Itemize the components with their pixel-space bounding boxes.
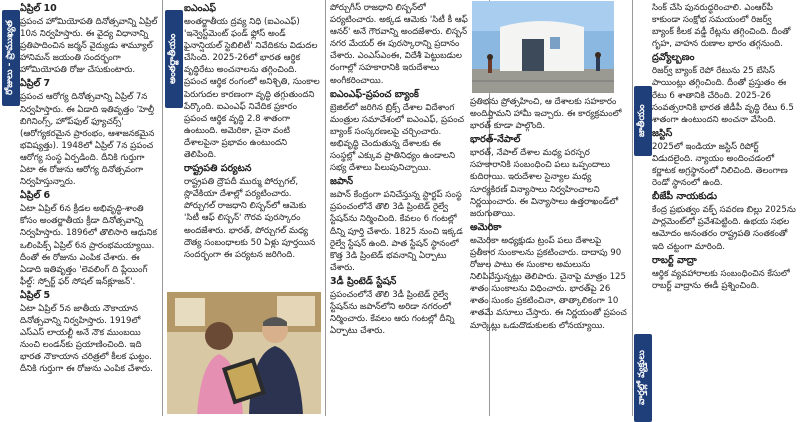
column-5	[652, 2, 796, 414]
section-tag-label: రోజులు - ప్రాముఖ్యత	[5, 20, 15, 96]
column-divider	[325, 0, 326, 416]
article-heading: ఏప్రిల్ 5	[20, 289, 51, 301]
article-text: రాష్ట్రపతి ద్రౌపదీ ముర్ము పోర్చుగల్, స్లొవేకియా దేశాల్లో పర్యటించారు. పోర్చుగల్ రాజధాని లిస్బన్‌లో ఆమెకు 'సిటీ ఆఫ్ లిస్బన్' గౌరవ పురస్కారం అందజేశారు. భారత్, పోర్చుగల్ మధ్య దౌత్య సంబంధాలకు 50 ఏళ్లు పూర్తయిన సందర్భంగా ఈ పర్యటన జరిగింది.	[184, 177, 316, 260]
article-heading: ఏప్రిల్ 10	[20, 3, 57, 14]
article-text: సింక్ చేసి పునరుద్ధరించాలి. ఎంఆర్‌పీ కాకుండా సంక్షోభ సమయంలో రిజర్వ్ బ్యాంక్ కీలక వడ్డీ రేట్లను తగ్గించింది. దీంతో గృహ, వాహన రుణాల భారం తగ్గనుంది.	[652, 3, 791, 50]
article-text: అమెరికా అధ్యక్షుడు ట్రంప్ పలు దేశాలపై ప్రతీకార సుంకాలను ప్రకటించారు. దాదాపు 90 రోజుల పాటు ఈ సుంకాల అమలును నిలిపివేస్తున్నట్లు తెలిపారు. చైనాపై మాత్రం 125 శాతం సుంకాలను విధించారు. భారత్‌పై 26 శాతం సుంకం ప్రకటించినా, తాత్కాలికంగా 10 శాతమే వసూలు చేస్తారు. ఈ నిర్ణయంతో ప్రపంచ మార్కెట్లు ఒడుదొడుకులకు లోనయ్యాయి.	[470, 235, 627, 331]
section-tag-international	[165, 10, 183, 108]
article-heading: అమెరికా	[470, 221, 502, 233]
article-heading: ఏప్రిల్ 6	[20, 190, 51, 202]
president-photo	[167, 292, 321, 414]
article-heading: ఐఎంఎఫ్-ప్రపంచ బ్యాంక్	[330, 88, 419, 100]
article-text: ప్రపంచ ఆరోగ్య దినోత్సవాన్ని ఏప్రిల్ 7న నిర్వహిస్తారు. ఈ ఏడాది ఇతివృత్తం 'హెల్తీ బిగినింగ్స్, హోప్‌ఫుల్ ఫ్యూచర్స్' (ఆరోగ్యకరమైన ప్రారంభం, ఆశాజనకమైన భవిష్యత్తు). 1948లో ఏప్రిల్ 7న ప్రపంచ ఆరోగ్య సంస్థ ఏర్పడింది. దీనికి గుర్తుగా ఏటా ఈ రోజును ఆరోగ్య దినోత్సవంగా నిర్వహిస్తున్నారు.	[20, 92, 155, 188]
column-divider	[632, 0, 633, 416]
article-text: అంతర్జాతీయ ద్రవ్య నిధి (ఐఎంఎఫ్) 'ఇన్వెస్ట్‌మెంట్ ఫండ్ ఫ్లోస్ అండ్ ఫైనాన్షియల్ స్టెబిలిటీ' నివేదికను విడుదల చేసింది. 2025-26లో భారత ఆర్థిక వృద్ధిరేటు అంచనాలను తగ్గించింది. ప్రపంచ ఆర్థిక రంగంలో అనిశ్చితి, సుంకాల పెరుగుదల కారణంగా వృద్ధి తగ్గుతుందని పేర్కొంది. ఐఎంఎఫ్ నివేదిక ప్రకారం ప్రపంచ ఆర్థిక వృద్ధి 2.8 శాతంగా ఉంటుంది. అమెరికా, చైనా వంటి దేశాలపైనా ప్రభావం ఉంటుందని తెలిపింది.	[184, 17, 320, 161]
column-3	[330, 2, 468, 414]
article-heading: 3డీ ప్రింటెడ్ స్టేషన్	[330, 275, 397, 287]
column-4	[470, 96, 628, 412]
president-illustration	[167, 292, 321, 414]
article-text: బ్రెజిల్‌లో జరిగిన బ్రిక్స్ దేశాల విదేశాంగ మంత్రుల సమావేశంలో ఐఎంఎఫ్, ప్రపంచ బ్యాంక్ సంస్కరణలపై చర్చించారు. అభివృద్ధి చెందుతున్న దేశాలకు ఈ సంస్థల్లో ఎక్కువ ప్రాతినిధ్యం ఉండాలని సభ్య దేశాలు పిలుపునిచ్చాయి.	[330, 102, 465, 174]
article-text: ప్రపంచంలోనే తొలి 3డీ ప్రింటెడ్ రైల్వే స్టేషన్‌ను జపాన్‌లోని అరిడా నగరంలో నిర్మించారు. కేవలం ఆరు గంటల్లో దీన్ని ఏర్పాటు చేశారు.	[330, 289, 455, 337]
section-tag-days	[2, 10, 20, 106]
column-divider	[162, 0, 163, 416]
article-heading: భారత్-నేపాల్	[470, 134, 521, 146]
article-text: ప్రపంచ హోమియోపతి దినోత్సవాన్ని ఏప్రిల్ 10న నిర్వహిస్తారు. ఈ వైద్య విధానాన్ని ప్రతిపాదించిన జర్మన్ వైద్యుడు శామ్యూల్ హానిమన్ జయంతి సందర్భంగా హోమియోపతి రోజు చేసుకుంటారు.	[20, 17, 158, 76]
column-2	[184, 2, 321, 282]
article-text: ఆర్థిక వ్యవహారాలకు సంబంధించిన కేసులో రాబర్ట్ వాద్రాను ఈడీ ప్రశ్నించింది.	[652, 268, 790, 291]
article-heading: ద్రవ్యోల్బణం	[652, 52, 695, 64]
section-tag-persons	[634, 334, 652, 422]
article-text: ప్రతిభను ప్రోత్సహించి, ఆ దేశాలకు సహకారం అందిస్తామని హామీ ఇచ్చారు. ఈ కార్యక్రమంలో భారత్ కూడా పాల్గొంది.	[470, 97, 622, 132]
article-text: భారత్, నేపాల్ దేశాల మధ్య పరస్పర సహకారానికి సంబంధించి పలు ఒప్పందాలు కుదిరాయి. ఇరుదేశాల సైన్యాల మధ్య సూర్యకిరణ్ విన్యాసాలు నిర్వహించాలని నిర్ణయించారు. ఈ విన్యాసాలు ఉత్తరాఖండ్‌లో జరుగుతాయి.	[470, 148, 619, 219]
station-photo	[472, 1, 614, 93]
article-text: రిజర్వ్ బ్యాంక్ రెపో రేటును 25 బేసిస్ పాయింట్లు తగ్గించింది. దీంతో ప్రస్తుతం ఈ రేటు 6 శాతానికి చేరింది. 2025-26 సంవత్సరానికి భారత జీడీపీ వృద్ధి రేటు 6.5 శాతంగా ఉంటుందని అంచనా వేసింది.	[652, 66, 794, 125]
article-heading: రాష్ట్రపతి పర్యటన	[184, 163, 252, 175]
section-tag-label: వార్తల్లో వ్యక్తులు	[637, 350, 647, 406]
section-tag-label: జాతీయం	[637, 104, 647, 138]
column-1	[20, 2, 158, 414]
section-tag-label: అంతర్జాతీయం	[168, 33, 178, 85]
article-text: పోర్చుగీస్ రాజధాని లిస్బన్‌లో పర్యటించారు. అక్కడ ఆమెకు 'సిటీ కీ ఆఫ్ ఆనర్' అనే గౌరవాన్ని అందజేశారు. లిస్బన్ నగర మేయర్ ఈ పురస్కారాన్ని ప్రదానం చేశారు. ఎంఎస్ఎంఈ, విదేశీ పెట్టుబడుల రంగాల్లో సహకారానికి ఇరుదేశాలు అంగీకరించాయి.	[330, 3, 468, 86]
article-heading: ఏప్రిల్ 7	[20, 78, 51, 90]
article-text: కేంద్ర ప్రభుత్వం వక్ఫ్ సవరణ బిల్లు 2025ను పార్లమెంట్‌లో ప్రవేశపెట్టింది. ఉభయ సభల ఆమోదం అనంతరం రాష్ట్రపతి సంతకంతో ఇది చట్టంగా మారింది.	[652, 205, 796, 252]
article-text: ఏటా ఏప్రిల్ 6న క్రీడల అభివృద్ధి-శాంతి కోసం అంతర్జాతీయ క్రీడా దినోత్సవాన్ని నిర్వహిస్తారు. 1896లో తొలిసారి ఆధునిక ఒలింపిక్స్ ఏప్రిల్ 6న ప్రారంభమయ్యాయి. దీంతో ఈ రోజును ఎంపిక చేశారు. ఈ ఏడాది ఇతివృత్తం 'లెవలింగ్ ది ప్లేయింగ్ ఫీల్డ్: స్పోర్ట్ ఫర్ సోషల్ ఇన్‌క్లూజన్'.	[20, 204, 158, 287]
article-text: ఏటా ఏప్రిల్ 5న జాతీయ నౌకాయాన దినోత్సవాన్ని నిర్వహిస్తారు. 1919లో ఎస్ఎస్ లాయల్టీ అనే నౌక ముంబయి నుంచి లండన్‌కు ప్రయాణించింది. ఇది భారత నౌకాయాన చరిత్రలో కీలక ఘట్టం. దీనికి గుర్తుగా ఈ రోజును ఎంపిక చేశారు.	[20, 303, 153, 375]
article-text: జపాన్ కేంద్రంగా పనిచేస్తున్న స్టార్టప్ సంస్థ ప్రపంచంలోనే తొలి 3డి ప్రింటెడ్ రైల్వే స్టేషన్‌ను నిర్మించింది. కేవలం 6 గంటల్లో దీన్ని పూర్తి చేశారు. 1825 నుంచి ఇక్కడ రైల్వే స్టేషన్ ఉంది. పాత స్టేషన్ స్థానంలో కొత్త 3డి ప్రింటెడ్ భవనాన్ని ఏర్పాటు చేశారు.	[330, 190, 463, 273]
section-tag-national	[634, 86, 652, 156]
article-heading: జపాన్	[330, 176, 354, 188]
article-heading: ఐఎంఎఫ్	[184, 3, 216, 14]
station-illustration	[472, 1, 614, 93]
article-heading: బీజేపీ నాయకుడు	[652, 191, 717, 203]
article-heading: జస్టిస్	[652, 127, 673, 139]
article-heading: రాబర్ట్ వాద్రా	[652, 254, 697, 266]
article-text: 2025లో ఇండియా జస్టిస్ రిపోర్ట్ విడుదలైంది. న్యాయం అందించడంలో కర్ణాటక అగ్రస్థానంలో నిలిచింది. తెలంగాణ రెండో స్థానంలో ఉంది.	[652, 141, 788, 189]
